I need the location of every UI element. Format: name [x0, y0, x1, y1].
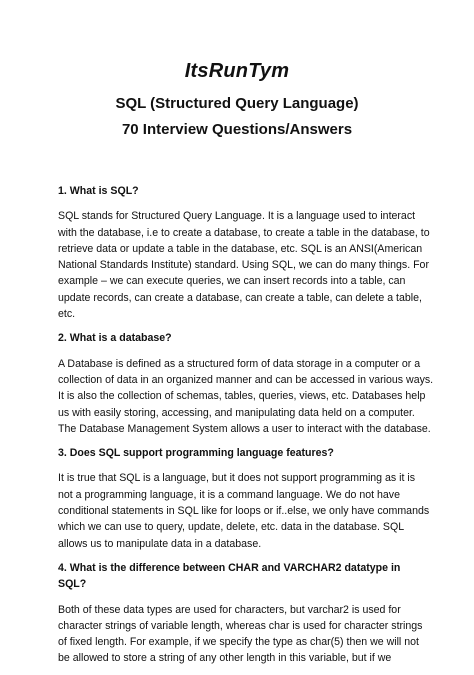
answer-line: retrieve data or update a table in the database, etc. SQL is an ANSI(American: [58, 242, 423, 255]
answer-line: allows us to manipulate data in a database.: [58, 537, 262, 550]
answer-line: example – we can execute queries, we can insert records into a table, can: [58, 275, 406, 288]
answer-line: The Database Management System allows a user to interact with the database.: [58, 422, 431, 435]
answer-line: update records, can create a database, can create a table, can delete a table,: [58, 291, 422, 304]
answer-line: etc.: [58, 308, 76, 321]
answer-line: us with easily storing, accessing, and manipulating data held on a computer.: [58, 406, 415, 419]
answer-line: collection of data in an organized manner and can be accessed in various ways.: [58, 373, 434, 386]
answer-line: Both of these data types are used for characters, but varchar2 is used for: [58, 603, 401, 616]
question-heading: 4. What is the difference between CHAR and VARCHAR2 datatype in SQL?: [58, 561, 401, 591]
answer-paragraph: [58, 602, 423, 667]
document-title: SQL (Structured Query Language): [115, 95, 359, 112]
answer-paragraph: [58, 208, 430, 322]
answer-line: conditional statements in SQL like for loops or if..else, we only have commands: [58, 505, 430, 518]
answer-line: National Standards Institute) standard. Using SQL, we can do many things. For: [58, 259, 429, 272]
answer-line: of fixed length. For example, if we specify the type as char(5) then we will not: [58, 636, 419, 649]
question-heading: 2. What is a database?: [58, 332, 172, 345]
answer-paragraph: [58, 356, 434, 437]
qa-body: [58, 183, 434, 675]
answer-line: SQL stands for Structured Query Language. It is a language used to interact: [58, 210, 416, 223]
question-heading: 3. Does SQL support programming language features?: [58, 447, 334, 460]
answer-line: character strings of variable length, whereas char is used for character strings: [58, 619, 423, 632]
document-subtitle: 70 Interview Questions/Answers: [121, 121, 353, 138]
answer-line: It is true that SQL is a language, but it does not support programming as it is: [58, 472, 416, 485]
answer-paragraph: [58, 470, 430, 551]
answer-line: be allowed to store a string of any other length in this variable, but if we: [58, 652, 392, 665]
answer-line: It is also the collection of schemas, tables, queries, views, etc. Databases help: [58, 390, 426, 403]
brand-title: ItsRunTym: [184, 60, 290, 82]
answer-line: which we can use to query, update, delete, etc. data in the database. SQL: [58, 521, 405, 534]
answer-line: with the database, i.e to create a database, to create a table in the database, to: [58, 226, 430, 239]
answer-line: A Database is defined as a structured form of data storage in a computer or a: [58, 357, 421, 370]
answer-line: not a programming language, it is a command language. We do not have: [58, 488, 400, 501]
question-heading: 1. What is SQL?: [58, 185, 139, 197]
